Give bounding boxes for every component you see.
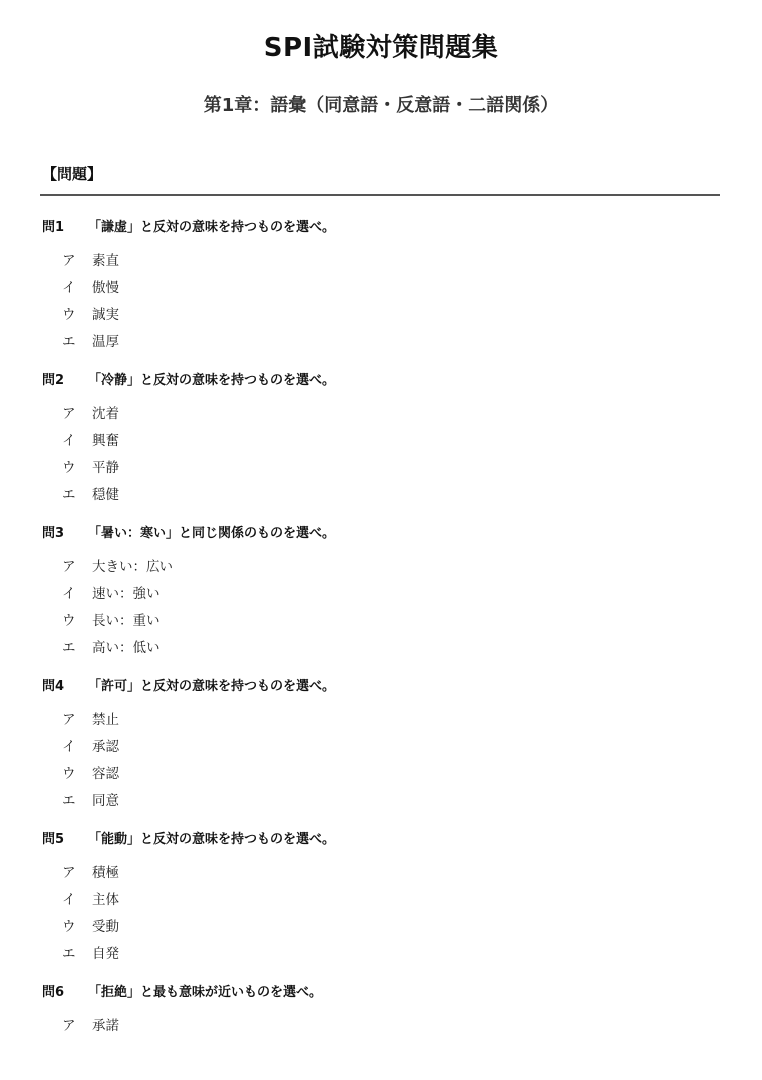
choice-label: イ — [62, 586, 76, 602]
choice-text: 容認 — [92, 766, 119, 782]
question-number: 問3 — [42, 526, 65, 541]
answer-choice — [42, 734, 722, 761]
answer-choice — [42, 608, 722, 635]
answer-choice — [42, 1013, 722, 1040]
choice-text: 受動 — [92, 919, 119, 935]
answer-choice — [42, 635, 722, 662]
choice-label: ウ — [62, 307, 76, 323]
answer-choice — [42, 941, 722, 968]
choice-text: 禁止 — [92, 712, 119, 728]
choice-label: ア — [62, 712, 76, 728]
choice-text: 平静 — [92, 460, 119, 476]
question-heading — [42, 983, 722, 1003]
choice-label: エ — [62, 640, 76, 656]
choice-label: イ — [62, 892, 76, 908]
question-heading — [42, 524, 722, 544]
answer-choice — [42, 860, 722, 887]
question-block — [42, 830, 722, 968]
answer-choice — [42, 275, 722, 302]
choice-text: 大きい：広い — [92, 559, 173, 575]
choice-label: エ — [62, 946, 76, 962]
answer-choice — [42, 248, 722, 275]
choice-label: イ — [62, 739, 76, 755]
answer-choice — [42, 788, 722, 815]
question-text: 「暑い：寒い」と同じ関係のものを選べ。 — [88, 526, 336, 541]
answer-choice — [42, 761, 722, 788]
document-title: SPI試験対策問題集 — [263, 33, 499, 63]
question-text: 「許可」と反対の意味を持つものを選べ。 — [88, 679, 336, 694]
choice-text: 沈着 — [92, 406, 119, 422]
choice-label: エ — [62, 487, 76, 503]
question-block — [42, 524, 722, 662]
choice-text: 傲慢 — [92, 280, 119, 296]
choice-label: ア — [62, 559, 76, 575]
answer-choice — [42, 428, 722, 455]
choice-text: 穏健 — [92, 487, 119, 503]
answer-choice — [42, 455, 722, 482]
question-number: 問6 — [42, 985, 65, 1000]
question-number: 問4 — [42, 679, 65, 694]
choice-text: 自発 — [92, 946, 119, 962]
answer-choice — [42, 401, 722, 428]
choice-label: ア — [62, 253, 76, 269]
question-heading — [42, 830, 722, 850]
section-divider — [40, 194, 720, 196]
question-text: 「冷静」と反対の意味を持つものを選べ。 — [88, 373, 336, 388]
choice-label: イ — [62, 280, 76, 296]
question-heading — [42, 677, 722, 697]
question-block — [42, 371, 722, 509]
choice-text: 高い：低い — [92, 640, 160, 656]
question-number: 問5 — [42, 832, 65, 847]
question-number: 問2 — [42, 373, 65, 388]
answer-choice — [42, 887, 722, 914]
choice-text: 承諾 — [92, 1018, 119, 1034]
choice-label: ア — [62, 406, 76, 422]
choice-text: 承認 — [92, 739, 119, 755]
question-heading — [42, 218, 722, 238]
choice-text: 興奮 — [92, 433, 119, 449]
question-number: 問1 — [42, 220, 65, 235]
choice-label: イ — [62, 433, 76, 449]
question-block — [42, 677, 722, 815]
answer-choice — [42, 914, 722, 941]
section-label: 【問題】 — [42, 165, 103, 183]
question-text: 「拒絶」と最も意味が近いものを選べ。 — [88, 985, 323, 1000]
choice-text: 素直 — [92, 253, 119, 269]
choice-text: 同意 — [92, 793, 119, 809]
answer-choice — [42, 482, 722, 509]
choice-label: エ — [62, 793, 76, 809]
choice-text: 積極 — [92, 865, 119, 881]
choice-text: 誠実 — [92, 307, 119, 323]
question-list — [42, 218, 722, 1055]
question-heading — [42, 371, 722, 391]
choice-label: ウ — [62, 919, 76, 935]
question-block — [42, 983, 722, 1040]
choice-label: ウ — [62, 613, 76, 629]
answer-choice — [42, 302, 722, 329]
question-text: 「能動」と反対の意味を持つものを選べ。 — [88, 832, 336, 847]
answer-choice — [42, 581, 722, 608]
choice-label: ア — [62, 1018, 76, 1034]
answer-choice — [42, 707, 722, 734]
choice-text: 長い：重い — [92, 613, 160, 629]
choice-label: ア — [62, 865, 76, 881]
choice-label: ウ — [62, 460, 76, 476]
choice-label: エ — [62, 334, 76, 350]
choice-text: 主体 — [92, 892, 119, 908]
answer-choice — [42, 329, 722, 356]
choice-text: 温厚 — [92, 334, 119, 350]
answer-choice — [42, 554, 722, 581]
choice-text: 速い：強い — [92, 586, 160, 602]
question-text: 「謙虚」と反対の意味を持つものを選べ。 — [88, 220, 336, 235]
choice-label: ウ — [62, 766, 76, 782]
question-block — [42, 218, 722, 356]
chapter-heading: 第1章：語彙（同意語・反意語・二語関係） — [203, 95, 559, 116]
